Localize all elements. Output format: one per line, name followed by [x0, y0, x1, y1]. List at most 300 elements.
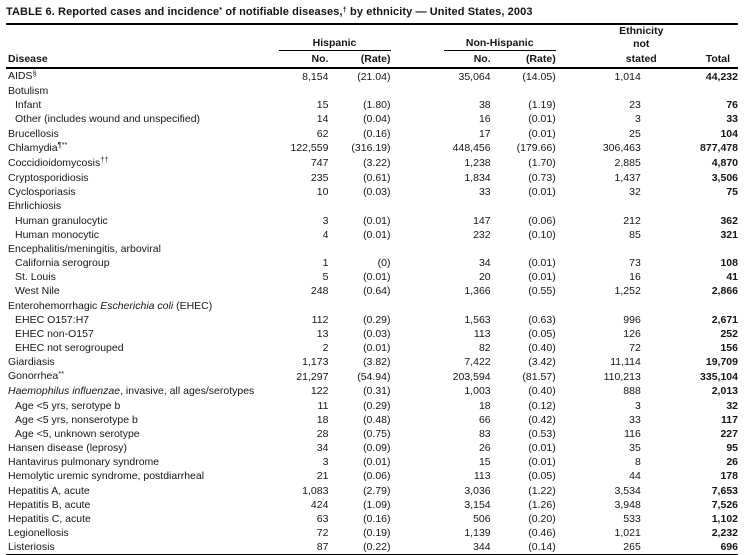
cell-nonhispanic-no: 1,366: [464, 285, 491, 298]
footnote-marker: ††: [100, 155, 109, 165]
cell-ethnicity-not-stated: [556, 199, 641, 213]
cell-nonhispanic-no: 113: [473, 327, 491, 340]
cell-hispanic-rate: (0.64): [363, 285, 391, 298]
disease-name-text: Gonorrhea: [8, 370, 59, 383]
disease-name: [6, 284, 276, 298]
disease-name-text: Enterohemorrhagic: [8, 299, 101, 312]
cell-nonhispanic-no: 3,154: [464, 498, 491, 511]
cell-total: [641, 199, 738, 213]
cell-nonhispanic-rate: (0.73): [528, 172, 556, 185]
column-header-nonhispanic-rate: (Rate): [491, 51, 556, 68]
cell-hispanic-rate: (0.16): [363, 127, 391, 140]
cell-total: 19,709: [705, 356, 738, 369]
cell-nonhispanic-no: 83: [478, 427, 491, 440]
cell-hispanic-no: 21: [316, 470, 329, 483]
cell-nonhispanic-rate: (3.42): [528, 356, 556, 369]
cell-nonhispanic-rate: [491, 299, 556, 313]
disease-name: [6, 341, 276, 355]
cell-nonhispanic-no: 38: [478, 99, 491, 112]
cell-ethnicity-not-stated: 212: [623, 214, 641, 227]
cell-ethnicity-not-stated: 32: [629, 186, 641, 199]
cell-nonhispanic-no: 16: [478, 113, 491, 126]
cell-ethnicity-not-stated: 996: [623, 313, 641, 326]
cell-hispanic-no: 18: [316, 413, 329, 426]
cell-hispanic-rate: (0.09): [363, 442, 391, 455]
table-row: [6, 84, 738, 98]
column-group-non-hispanic: Non-Hispanic: [444, 37, 556, 51]
disease-name: [6, 228, 276, 242]
table-row: [6, 214, 738, 228]
cell-hispanic-rate: [328, 299, 390, 313]
cell-nonhispanic-no: 1,834: [464, 172, 491, 185]
cell-nonhispanic-rate: [491, 84, 556, 98]
cell-total: 41: [726, 271, 738, 284]
cell-hispanic-no: 28: [316, 427, 329, 440]
cell-hispanic-no: 112: [311, 313, 329, 326]
cell-total: 76: [726, 99, 738, 112]
disease-name-text: Botulism: [8, 85, 49, 98]
cell-total: 26: [726, 456, 738, 469]
table-row: [6, 112, 738, 126]
cell-hispanic-no: 63: [316, 512, 329, 525]
cell-ethnicity-not-stated: 1,252: [614, 285, 641, 298]
cell-nonhispanic-rate: (0.53): [528, 427, 556, 440]
cell-hispanic-rate: (0.01): [363, 271, 391, 284]
disease-name-text: Hepatitis B, acute: [8, 498, 91, 511]
disease-name: [6, 413, 276, 427]
disease-name-text: Other (includes wound and unspecified): [15, 113, 201, 126]
table-row: [6, 512, 738, 526]
cell-hispanic-no: [276, 299, 328, 313]
cell-hispanic-rate: (0.04): [363, 113, 391, 126]
disease-name-text: EHEC O157:H7: [15, 313, 90, 326]
cell-nonhispanic-rate: (81.57): [522, 370, 556, 383]
cell-total: 1,102: [711, 512, 738, 525]
table-row: [6, 141, 738, 156]
cell-nonhispanic-rate: (0.40): [528, 341, 556, 354]
table-title-text: TABLE 6. Reported cases and incidence: [6, 6, 220, 18]
cell-hispanic-rate: (0.01): [363, 456, 391, 469]
table-row: [6, 441, 738, 455]
table-row: [6, 68, 738, 84]
cell-hispanic-no: 747: [310, 157, 329, 170]
cell-ethnicity-not-stated: 888: [623, 385, 641, 398]
cell-hispanic-no: 424: [310, 498, 329, 511]
column-header-nonhispanic-no: No.: [391, 51, 491, 68]
cell-nonhispanic-no: [391, 242, 491, 256]
disease-name: [6, 199, 276, 213]
cell-hispanic-rate: (0.48): [363, 413, 391, 426]
footnote-marker: ¶**: [57, 140, 68, 150]
table-title-text: by ethnicity — United States, 2003: [346, 6, 533, 18]
cell-total: 44,232: [705, 70, 738, 83]
cell-nonhispanic-rate: (0.14): [528, 541, 556, 554]
table-row: [6, 455, 738, 469]
table-row: [6, 341, 738, 355]
cell-hispanic-no: 14: [316, 113, 329, 126]
cell-ethnicity-not-stated: [556, 242, 641, 256]
disease-name: [6, 242, 276, 256]
cell-total: 2,866: [711, 285, 738, 298]
header-row-1: [6, 25, 738, 37]
cell-total: 2,013: [711, 385, 738, 398]
cell-nonhispanic-no: [391, 199, 491, 213]
cell-total: 321: [720, 228, 738, 241]
cell-hispanic-no: 2: [322, 341, 329, 354]
table-row: [6, 199, 738, 213]
disease-name-text: Encephalitis/meningitis, arboviral: [8, 242, 161, 255]
column-header-ethnicity-line3: stated: [599, 51, 684, 68]
cell-total: 335,104: [700, 370, 738, 383]
cell-nonhispanic-no: 15: [478, 456, 491, 469]
disease-name: [6, 384, 276, 398]
cell-nonhispanic-no: 34: [478, 257, 491, 270]
disease-name-text: West Nile: [15, 285, 60, 298]
cell-nonhispanic-rate: (0.01): [528, 113, 556, 126]
cell-total: 108: [720, 257, 738, 270]
table-row: [6, 127, 738, 141]
header-row-2: [6, 37, 738, 51]
disease-name: [6, 270, 276, 284]
cell-ethnicity-not-stated: 116: [624, 427, 641, 440]
disease-name: [6, 214, 276, 228]
disease-name: [6, 84, 276, 98]
disease-name-text: Age <5 yrs, nonserotype b: [15, 413, 138, 426]
dagger-footnote-marker: †: [342, 4, 347, 14]
column-header-disease: Disease: [6, 51, 276, 68]
disease-name: [6, 469, 276, 483]
table-row: [6, 484, 738, 498]
cell-hispanic-rate: (1.09): [363, 498, 391, 511]
notifiable-diseases-table: [6, 25, 738, 555]
cell-hispanic-rate: [328, 242, 390, 256]
disease-name-text: Hansen disease (leprosy): [8, 442, 128, 455]
cell-hispanic-no: 62: [316, 127, 329, 140]
cell-total: 3,506: [711, 172, 738, 185]
disease-name-text: Human monocytic: [15, 228, 100, 241]
table-title: [6, 5, 738, 25]
disease-name-text: EHEC not serogrouped: [15, 341, 124, 354]
disease-name-text: Giardiasis: [8, 356, 55, 369]
cell-hispanic-rate: (3.82): [363, 356, 391, 369]
cell-hispanic-rate: (0.06): [363, 470, 391, 483]
disease-name-text: California serogroup: [15, 257, 110, 270]
column-header-hispanic-rate: (Rate): [328, 51, 390, 68]
disease-name-text: AIDS: [8, 70, 33, 82]
column-group-hispanic: Hispanic: [279, 37, 391, 51]
cell-nonhispanic-no: 1,139: [464, 527, 491, 539]
table-row: [6, 156, 738, 171]
cell-ethnicity-not-stated: 1,014: [614, 70, 641, 83]
cell-hispanic-rate: (2.79): [363, 484, 391, 497]
table-row: [6, 427, 738, 441]
cell-nonhispanic-no: 7,422: [464, 356, 491, 369]
cell-hispanic-no: 5: [322, 271, 329, 284]
cell-total: 227: [720, 427, 738, 440]
cell-ethnicity-not-stated: 8: [634, 456, 641, 469]
disease-name: [6, 540, 276, 555]
disease-name-text: Legionellosis: [8, 527, 69, 539]
cell-ethnicity-not-stated: 73: [629, 257, 641, 270]
asterisk-footnote-marker: *: [219, 4, 223, 14]
disease-name-text: Hepatitis A, acute: [8, 484, 90, 497]
table-row: [6, 355, 738, 369]
header-row-3: [6, 51, 738, 68]
table-row: [6, 369, 738, 384]
cell-hispanic-rate: (0.29): [363, 313, 391, 326]
disease-name-italic: Haemophilus influenzae: [8, 385, 121, 398]
disease-name: [6, 127, 276, 141]
cell-hispanic-rate: (316.19): [351, 142, 391, 155]
cell-ethnicity-not-stated: 3: [634, 399, 641, 412]
cell-hispanic-no: 3: [322, 456, 329, 469]
cell-nonhispanic-rate: [491, 199, 556, 213]
cell-ethnicity-not-stated: 110,213: [603, 370, 641, 383]
table-body: [6, 68, 738, 555]
disease-name: [6, 141, 276, 156]
disease-name-text: (EHEC): [173, 299, 213, 312]
disease-name: [6, 68, 276, 84]
disease-name-text: , invasive, all ages/serotypes: [120, 385, 255, 398]
table-title-text: of notifiable diseases,: [222, 6, 343, 18]
cell-ethnicity-not-stated: 126: [623, 327, 641, 340]
disease-name-text: Age <5 yrs, serotype b: [15, 399, 121, 412]
disease-name-text: Listeriosis: [8, 541, 55, 554]
disease-name-text: Ehrlichiosis: [8, 200, 62, 213]
disease-name: [6, 299, 276, 313]
cell-hispanic-rate: (3.22): [363, 157, 391, 170]
disease-name: [6, 98, 276, 112]
cell-total: 877,478: [700, 142, 738, 155]
disease-name-text: Coccidioidomycosis: [8, 156, 101, 169]
disease-name: [6, 484, 276, 498]
disease-name: [6, 256, 276, 270]
cell-nonhispanic-rate: (1.26): [528, 498, 556, 511]
table-row: [6, 284, 738, 298]
cell-nonhispanic-rate: (0.63): [528, 313, 556, 326]
cell-nonhispanic-rate: (0.01): [528, 271, 556, 284]
cell-ethnicity-not-stated: 3,948: [614, 498, 641, 511]
cell-total: 7,653: [711, 484, 738, 497]
table-row: [6, 413, 738, 427]
cell-nonhispanic-no: 506: [473, 512, 491, 525]
cell-hispanic-no: 4: [322, 228, 329, 241]
cell-hispanic-no: 21,297: [296, 370, 329, 383]
disease-name-text: Human granulocytic: [15, 214, 108, 227]
cell-total: 75: [726, 186, 738, 199]
cell-nonhispanic-rate: (0.05): [528, 470, 556, 483]
disease-name-text: Brucellosis: [8, 127, 59, 140]
cell-ethnicity-not-stated: 3: [634, 113, 641, 126]
cell-hispanic-no: 13: [316, 327, 329, 340]
disease-name: [6, 399, 276, 413]
disease-name: [6, 156, 276, 171]
cell-total: 32: [726, 399, 738, 412]
table-row: [6, 469, 738, 483]
cell-nonhispanic-rate: (0.01): [528, 186, 556, 199]
table-row: [6, 384, 738, 398]
cell-ethnicity-not-stated: 33: [629, 413, 641, 426]
table-row: [6, 399, 738, 413]
disease-name: [6, 512, 276, 526]
disease-name-text: Hemolytic uremic syndrome, postdiarrheal: [8, 470, 205, 483]
column-header-hispanic-no: No.: [276, 51, 328, 68]
cell-nonhispanic-rate: (0.10): [528, 228, 556, 241]
cell-hispanic-rate: (0.03): [363, 186, 391, 199]
cell-nonhispanic-rate: (0.01): [528, 257, 556, 270]
table-row: [6, 270, 738, 284]
cell-hispanic-rate: (0.01): [363, 341, 391, 354]
cell-nonhispanic-rate: (0.46): [528, 527, 556, 539]
table-row: [6, 185, 738, 199]
disease-name: [6, 327, 276, 341]
cell-nonhispanic-no: 17: [478, 127, 491, 140]
cell-nonhispanic-no: 147: [473, 214, 491, 227]
cell-total: 4,870: [711, 157, 738, 170]
cell-total: [641, 84, 738, 98]
cell-nonhispanic-no: 33: [478, 186, 491, 199]
cell-nonhispanic-rate: (0.01): [528, 127, 556, 140]
cell-nonhispanic-rate: (0.01): [528, 456, 556, 469]
cell-hispanic-rate: [328, 84, 390, 98]
cell-hispanic-rate: (0.01): [363, 214, 391, 227]
cell-hispanic-no: 3: [322, 214, 329, 227]
cell-hispanic-no: [276, 242, 328, 256]
table-row: [6, 98, 738, 112]
cell-nonhispanic-rate: (14.05): [522, 70, 556, 83]
footnote-marker: **: [58, 369, 65, 378]
cell-nonhispanic-rate: (0.55): [528, 285, 556, 298]
disease-name-italic: Escherichia coli: [100, 299, 174, 312]
cell-hispanic-rate: (0.19): [363, 527, 391, 539]
cell-ethnicity-not-stated: 2,885: [614, 157, 641, 170]
cell-nonhispanic-no: 66: [478, 413, 491, 426]
disease-name: [6, 369, 276, 384]
cell-hispanic-no: 87: [316, 541, 329, 554]
cell-nonhispanic-rate: (0.06): [528, 214, 556, 227]
cell-nonhispanic-no: 82: [478, 341, 491, 354]
disease-name: [6, 455, 276, 469]
disease-name-text: Cyclosporiasis: [8, 186, 76, 199]
cell-nonhispanic-rate: (0.40): [528, 385, 556, 398]
cell-nonhispanic-no: [391, 84, 491, 98]
cell-nonhispanic-rate: (1.19): [528, 99, 556, 112]
disease-name: [6, 427, 276, 441]
cell-hispanic-no: 1,173: [302, 356, 329, 369]
disease-name: [6, 498, 276, 512]
disease-name: [6, 171, 276, 185]
disease-name-text: St. Louis: [15, 271, 56, 284]
cell-total: 33: [726, 113, 738, 126]
table-row: [6, 313, 738, 327]
cell-hispanic-rate: (0.03): [363, 327, 391, 340]
cell-nonhispanic-no: 1,003: [464, 385, 491, 398]
cell-hispanic-no: [276, 84, 328, 98]
cell-hispanic-rate: (0.61): [363, 172, 391, 185]
cell-ethnicity-not-stated: [556, 84, 641, 98]
cell-nonhispanic-no: 203,594: [452, 370, 491, 383]
cell-hispanic-rate: (0): [377, 257, 391, 270]
cell-hispanic-no: 8,154: [302, 70, 329, 83]
cell-ethnicity-not-stated: 11,114: [610, 356, 641, 369]
table-row: [6, 526, 738, 540]
table-row: [6, 299, 738, 313]
cell-nonhispanic-no: [391, 299, 491, 313]
cell-hispanic-no: 10: [316, 186, 329, 199]
cell-total: 95: [726, 442, 738, 455]
cell-total: 104: [720, 127, 738, 140]
cell-total: 7,526: [711, 498, 738, 511]
cell-hispanic-rate: (21.04): [357, 70, 391, 83]
table-row: [6, 256, 738, 270]
cell-ethnicity-not-stated: [556, 299, 641, 313]
cell-ethnicity-not-stated: 72: [629, 341, 641, 354]
cell-nonhispanic-rate: [491, 242, 556, 256]
cell-hispanic-rate: (0.22): [363, 541, 391, 554]
cell-hispanic-rate: (0.01): [363, 228, 391, 241]
cell-total: 2,671: [711, 313, 738, 326]
cell-nonhispanic-no: 35,064: [458, 70, 491, 83]
cell-nonhispanic-rate: (179.66): [516, 142, 556, 155]
cell-hispanic-no: 1,083: [302, 484, 329, 497]
cell-nonhispanic-rate: (0.05): [528, 327, 556, 340]
disease-name-text: Hantavirus pulmonary syndrome: [8, 456, 160, 469]
cell-hispanic-rate: (0.75): [363, 427, 391, 440]
disease-name-text: Cryptosporidiosis: [8, 172, 89, 185]
cell-hispanic-no: 1: [322, 257, 329, 270]
cell-hispanic-no: 235: [310, 172, 329, 185]
table-row: [6, 327, 738, 341]
cell-nonhispanic-rate: (1.22): [528, 484, 556, 497]
cell-ethnicity-not-stated: 23: [629, 99, 641, 112]
cell-nonhispanic-no: 3,036: [464, 484, 491, 497]
cell-total: 156: [720, 341, 738, 354]
cell-ethnicity-not-stated: 306,463: [602, 142, 641, 155]
cell-total: [641, 242, 738, 256]
disease-name-text: Age <5, unknown serotype: [15, 427, 140, 440]
disease-name-text: Infant: [15, 99, 42, 112]
column-header-ethnicity-line2: not: [633, 38, 650, 50]
cell-nonhispanic-no: 1,563: [464, 313, 491, 326]
table-header: [6, 25, 738, 68]
disease-name: [6, 355, 276, 369]
disease-name-text: Hepatitis C, acute: [8, 512, 91, 525]
cell-nonhispanic-rate: (0.20): [528, 512, 556, 525]
disease-name: [6, 112, 276, 126]
cell-hispanic-no: 122: [310, 385, 329, 398]
cell-ethnicity-not-stated: 35: [629, 442, 641, 455]
disease-name: [6, 185, 276, 199]
cell-total: [641, 299, 738, 313]
cell-hispanic-no: 122,559: [290, 142, 329, 155]
cell-ethnicity-not-stated: 265: [623, 541, 641, 554]
cell-nonhispanic-no: 26: [478, 442, 491, 455]
cell-hispanic-rate: (54.94): [357, 370, 391, 383]
cell-nonhispanic-rate: (0.01): [528, 442, 556, 455]
table-row: [6, 228, 738, 242]
cell-total: 696: [720, 541, 738, 554]
cell-ethnicity-not-stated: 1,021: [614, 527, 641, 539]
table-row: [6, 171, 738, 185]
cell-hispanic-no: 72: [316, 527, 329, 539]
cell-ethnicity-not-stated: 1,437: [614, 172, 641, 185]
cell-hispanic-no: 11: [317, 399, 329, 412]
cell-ethnicity-not-stated: 3,534: [614, 484, 641, 497]
column-header-total: Total: [641, 51, 738, 68]
cell-nonhispanic-no: 20: [478, 271, 491, 284]
cell-nonhispanic-rate: (0.12): [528, 399, 556, 412]
cell-total: 117: [721, 413, 738, 426]
